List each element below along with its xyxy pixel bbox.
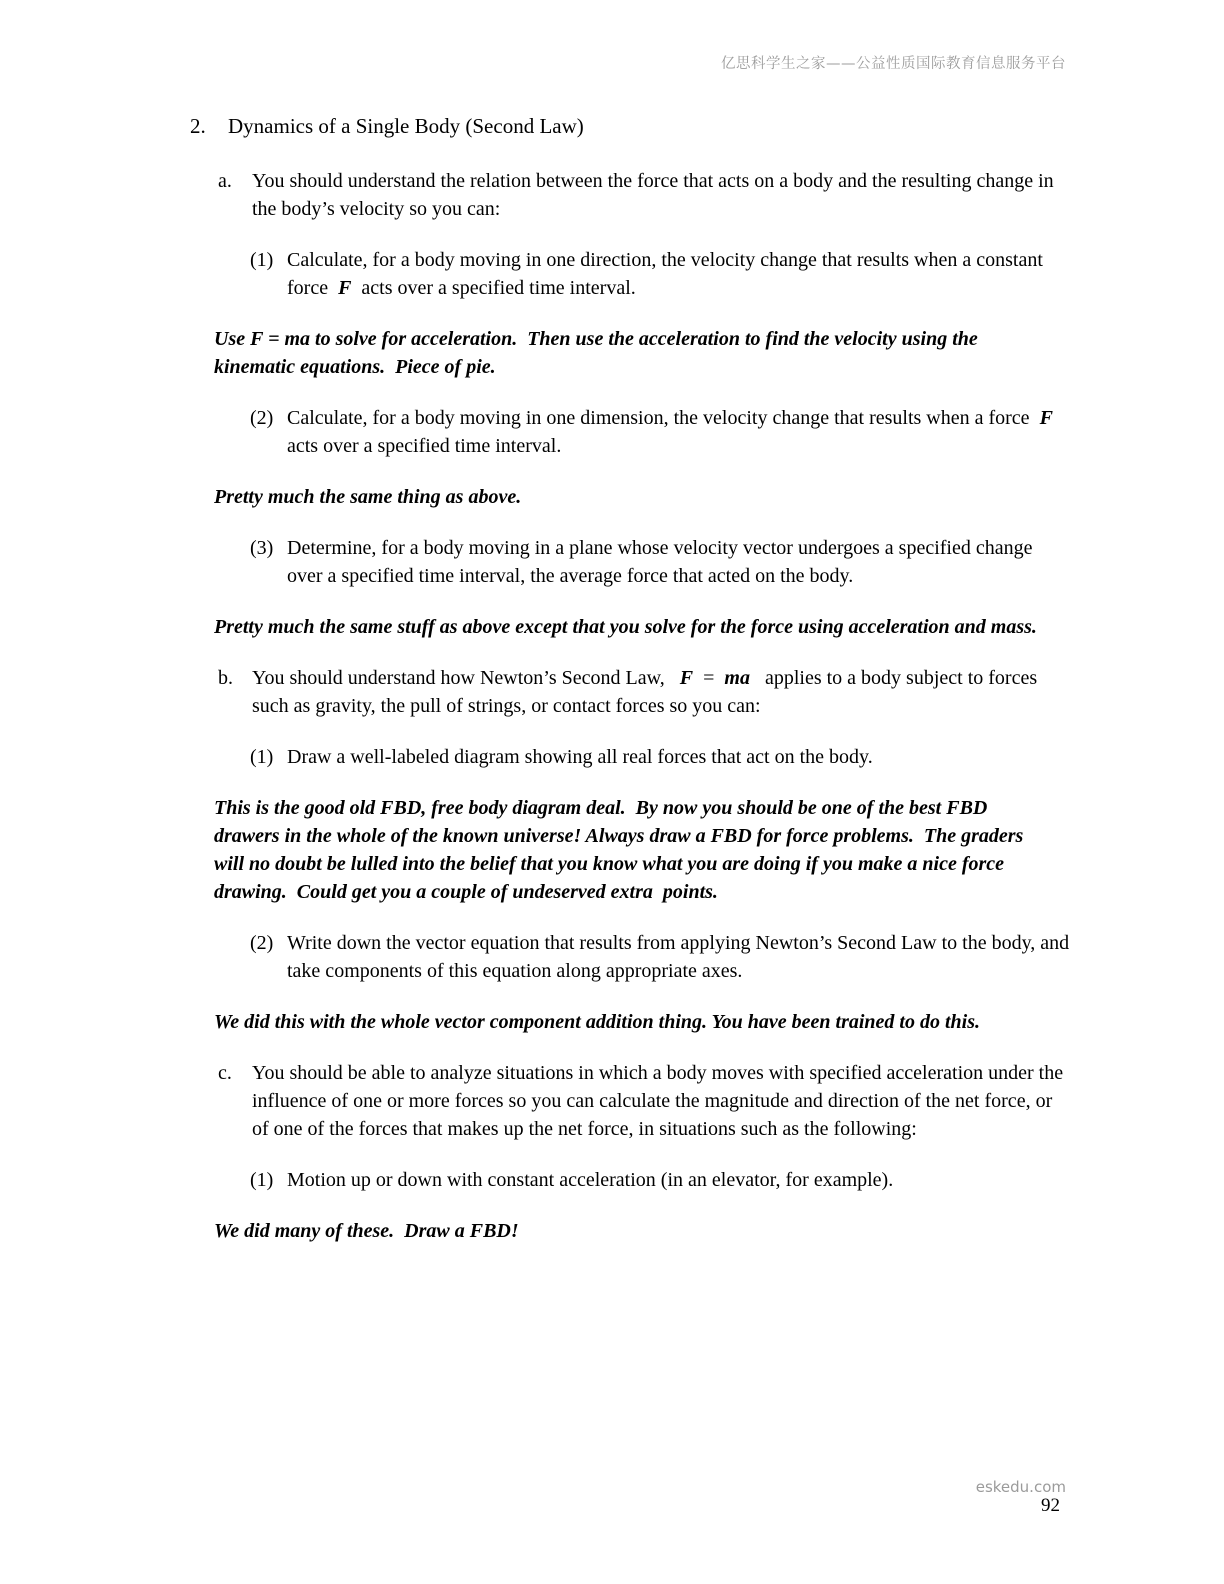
document-content — [190, 112, 1075, 1268]
item-text — [287, 246, 1070, 302]
commentary-text: Pretty much the same thing as above. — [214, 486, 522, 508]
item-marker: (1) — [250, 249, 274, 271]
item-text — [287, 404, 1070, 460]
item-text: Determine, for a body moving in a plane whose velocity vector undergoes a specified change over a specified time interval, the average force that acted on the body. — [287, 537, 1038, 587]
item-text: You should understand the relation between the force that acts on a body and the resulting change in the body’s velocity so you can: — [252, 170, 1059, 220]
list-item-1 — [190, 743, 1070, 771]
commentary-text: This is the good old FBD, free body diagram deal. By now you should be one of the best FBD drawers in the whole of the known universe! Always draw a FBD for force problems. The graders will no doubt be lulled into the belief that you know what you are doing if you make a nice force drawing. Could get you a couple of undeserved extra points. — [214, 797, 1029, 903]
commentary-text: We did this with the whole vector component addition thing. You have been trained to do this. — [214, 1011, 981, 1033]
item-text: Write down the vector equation that results from applying Newton’s Second Law to the body, and take components of this equation along appropriate axes. — [287, 932, 1075, 982]
section-title: Dynamics of a Single Body (Second Law) — [228, 114, 584, 138]
list-item-1 — [190, 1166, 1070, 1194]
list-item-1 — [190, 246, 1070, 302]
item-marker: (2) — [250, 932, 274, 954]
list-item-b — [190, 664, 1070, 720]
list-item-2 — [190, 404, 1070, 460]
item-marker: c. — [218, 1062, 232, 1084]
page-number: 92 — [1041, 1495, 1060, 1516]
commentary-note — [190, 1008, 1070, 1036]
mass-acceleration-symbol: ma — [724, 667, 750, 689]
section-number: 2. — [190, 114, 206, 138]
text-segment: Calculate, for a body moving in one dimension, the velocity change that results when a force — [287, 407, 1035, 429]
item-marker: b. — [218, 667, 233, 689]
commentary-text: We did many of these. Draw a FBD! — [214, 1220, 519, 1242]
list-item-a — [190, 167, 1070, 223]
equals-sign: = — [698, 667, 720, 689]
item-marker: a. — [218, 170, 232, 192]
force-symbol: F — [679, 667, 694, 689]
item-marker: (1) — [250, 746, 274, 768]
item-text: You should be able to analyze situations in which a body moves with specified acceleration under the influence of one or more forces so you can calculate the magnitude and direction of the net force, or of one of the forces that makes up the net force, in situations such as the following: — [252, 1062, 1069, 1140]
page-header — [721, 52, 1066, 73]
force-symbol: F — [338, 277, 352, 299]
list-item-c — [190, 1059, 1070, 1143]
commentary-text: Pretty much the same stuff as above except that you solve for the force using acceleration and mass. — [214, 616, 1037, 638]
section-heading — [190, 112, 1070, 140]
text-segment: You should understand how Newton’s Second Law, — [252, 667, 675, 689]
text-segment: applies to a body subject to forces such as gravity, the pull of strings, or contact forces so you can: — [252, 667, 1043, 717]
commentary-note — [190, 1217, 1070, 1245]
item-marker: (2) — [250, 407, 274, 429]
item-text: Motion up or down with constant acceleration (in an elevator, for example). — [287, 1169, 894, 1191]
item-text: Draw a well-labeled diagram showing all real forces that act on the body. — [287, 746, 873, 768]
item-marker: (1) — [250, 1169, 274, 1191]
commentary-text: Use F = ma to solve for acceleration. Then use the acceleration to find the velocity using the kinematic equations. Piece of pie. — [214, 328, 983, 378]
text-segment: acts over a specified time interval. — [287, 407, 1063, 457]
force-symbol: F — [1039, 407, 1053, 429]
commentary-note — [190, 613, 1070, 641]
list-item-2 — [190, 929, 1075, 985]
item-text — [252, 664, 1070, 720]
commentary-note — [190, 794, 1070, 906]
commentary-note — [190, 325, 1070, 381]
text-segment: acts over a specified time interval. — [356, 277, 636, 299]
footer-site-url: eskedu.com — [975, 1478, 1066, 1496]
site-banner: 亿思科学生之家——公益性质国际教育信息服务平台 — [721, 56, 1066, 72]
commentary-note — [190, 483, 1070, 511]
item-marker: (3) — [250, 537, 274, 559]
text-segment: Calculate, for a body moving in one direction, the velocity change that results when a constant force — [287, 249, 1048, 299]
list-item-3 — [190, 534, 1070, 590]
page-footer — [976, 1478, 1066, 1517]
